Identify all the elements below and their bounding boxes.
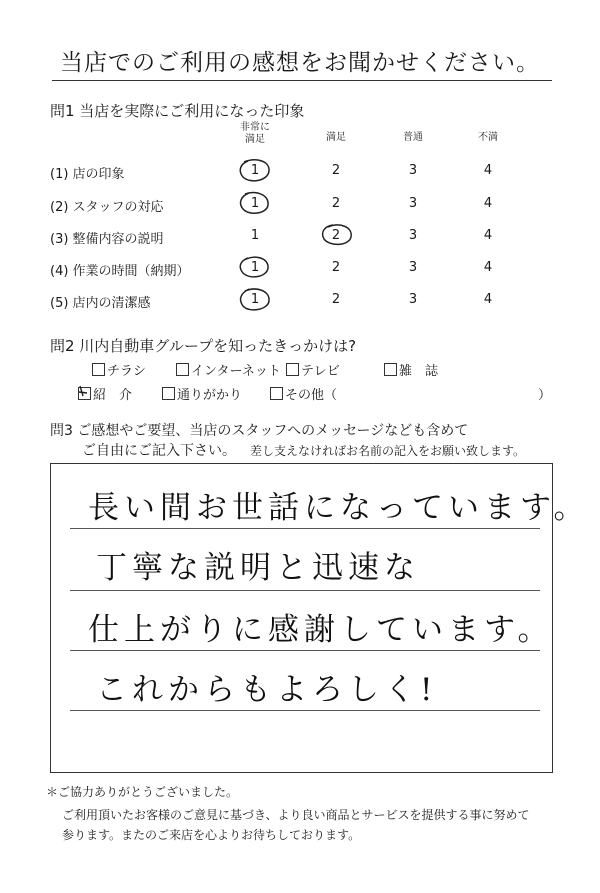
q1-header-very-satisfied: 非常に 満足 [240,122,270,145]
rating-option[interactable]: 1 [250,228,260,243]
comment-writing-line [70,710,540,711]
hand-drawn-circle-mark [236,253,276,283]
hand-drawn-circle-mark [318,220,358,250]
comment-writing-line [70,590,540,591]
rating-option[interactable]: 2 [331,163,341,178]
q1-row-label: (5) 店内の清潔感 [50,296,151,311]
hand-drawn-circle-mark [236,189,276,219]
hand-drawn-circle-mark [236,156,276,186]
checkbox-square[interactable] [286,363,299,376]
q3-instruction-sub: 差し支えなければお名前の記入をお願い致します。 [250,444,526,458]
rating-option[interactable]: 2 [331,260,341,275]
handwritten-comment-line: 丁寧な説明と迅速な [96,550,420,586]
rating-option[interactable]: 4 [483,260,493,275]
footer-note-line2: 参ります。またのご来店を心よりお待ちしております。 [62,828,361,842]
q2-heading: 問2 川内自動車グループを知ったきっかけは? [50,337,357,355]
checkbox-square[interactable] [384,363,397,376]
checkbox-internet[interactable]: インターネット [176,360,281,379]
rating-option[interactable]: 4 [483,163,493,178]
rating-option[interactable]: 2 [331,228,341,243]
checkbox-other[interactable]: その他（ [270,384,337,403]
comment-writing-line [70,650,540,651]
hand-drawn-circle-mark [236,285,276,315]
rating-option[interactable]: 4 [483,228,493,243]
q1-header-neutral: 普通 [403,132,423,143]
comment-writing-line [70,528,540,529]
handwritten-comment-line: これからもよろしく! [96,672,438,708]
footer-note-line1: ご利用頂いたお客様のご意見に基づき、より良い商品とサービスを提供する事に努めて [62,808,530,822]
q1-row-label: (3) 整備内容の説明 [50,232,164,247]
q1-header-dissatisfied: 不満 [478,132,498,143]
q1-heading: 問1 当店を実際にご利用になった印象 [50,102,305,120]
footer-thanks: ＊ご協力ありがとうございました。 [46,785,239,799]
rating-option[interactable]: 2 [331,292,341,307]
hand-check-mark [77,380,95,400]
rating-option[interactable]: 3 [408,163,418,178]
rating-option[interactable]: 1 [250,196,260,211]
checkbox-referral[interactable]: 紹 介 [78,384,132,403]
checkbox-magazine[interactable]: 雑 誌 [384,360,438,379]
checkbox-square[interactable] [92,363,105,376]
q1-row-label: (2) スタッフの対応 [50,200,164,215]
page-title: 当店でのご利用の感想をお聞かせください。 [60,50,540,76]
q1-row-label: (1) 店の印象 [50,167,125,182]
q3-heading: 問3 ご感想やご要望、当店のスタッフへのメッセージなども含めて [50,423,469,439]
handwritten-comment-line: 長い間お世話になっています。 [88,490,590,526]
rating-option[interactable]: 4 [483,196,493,211]
title-underline [52,80,552,81]
q1-row-label: (4) 作業の時間（納期） [50,264,190,279]
checkbox-square[interactable] [270,387,283,400]
q1-header-satisfied: 満足 [326,132,346,143]
rating-option[interactable]: 1 [250,292,260,307]
checkbox-square[interactable] [176,363,189,376]
checkbox-flyer[interactable]: チラシ [92,360,146,379]
checkbox-square[interactable] [162,387,175,400]
rating-option[interactable]: 1 [250,260,260,275]
rating-option[interactable]: 3 [408,196,418,211]
rating-option[interactable]: 4 [483,292,493,307]
rating-option[interactable]: 1 [250,163,260,178]
q3-instruction: ご自由にご記入下さい。 [82,443,236,459]
handwritten-comment-line: 仕上がりに感謝しています。 [88,612,554,648]
rating-option[interactable]: 3 [408,228,418,243]
other-close-paren: ） [538,388,552,403]
rating-option[interactable]: 2 [331,196,341,211]
rating-option[interactable]: 3 [408,292,418,307]
checkbox-tv[interactable]: テレビ [286,360,340,379]
rating-option[interactable]: 3 [408,260,418,275]
checkbox-passing-by[interactable]: 通りがかり [162,384,242,403]
